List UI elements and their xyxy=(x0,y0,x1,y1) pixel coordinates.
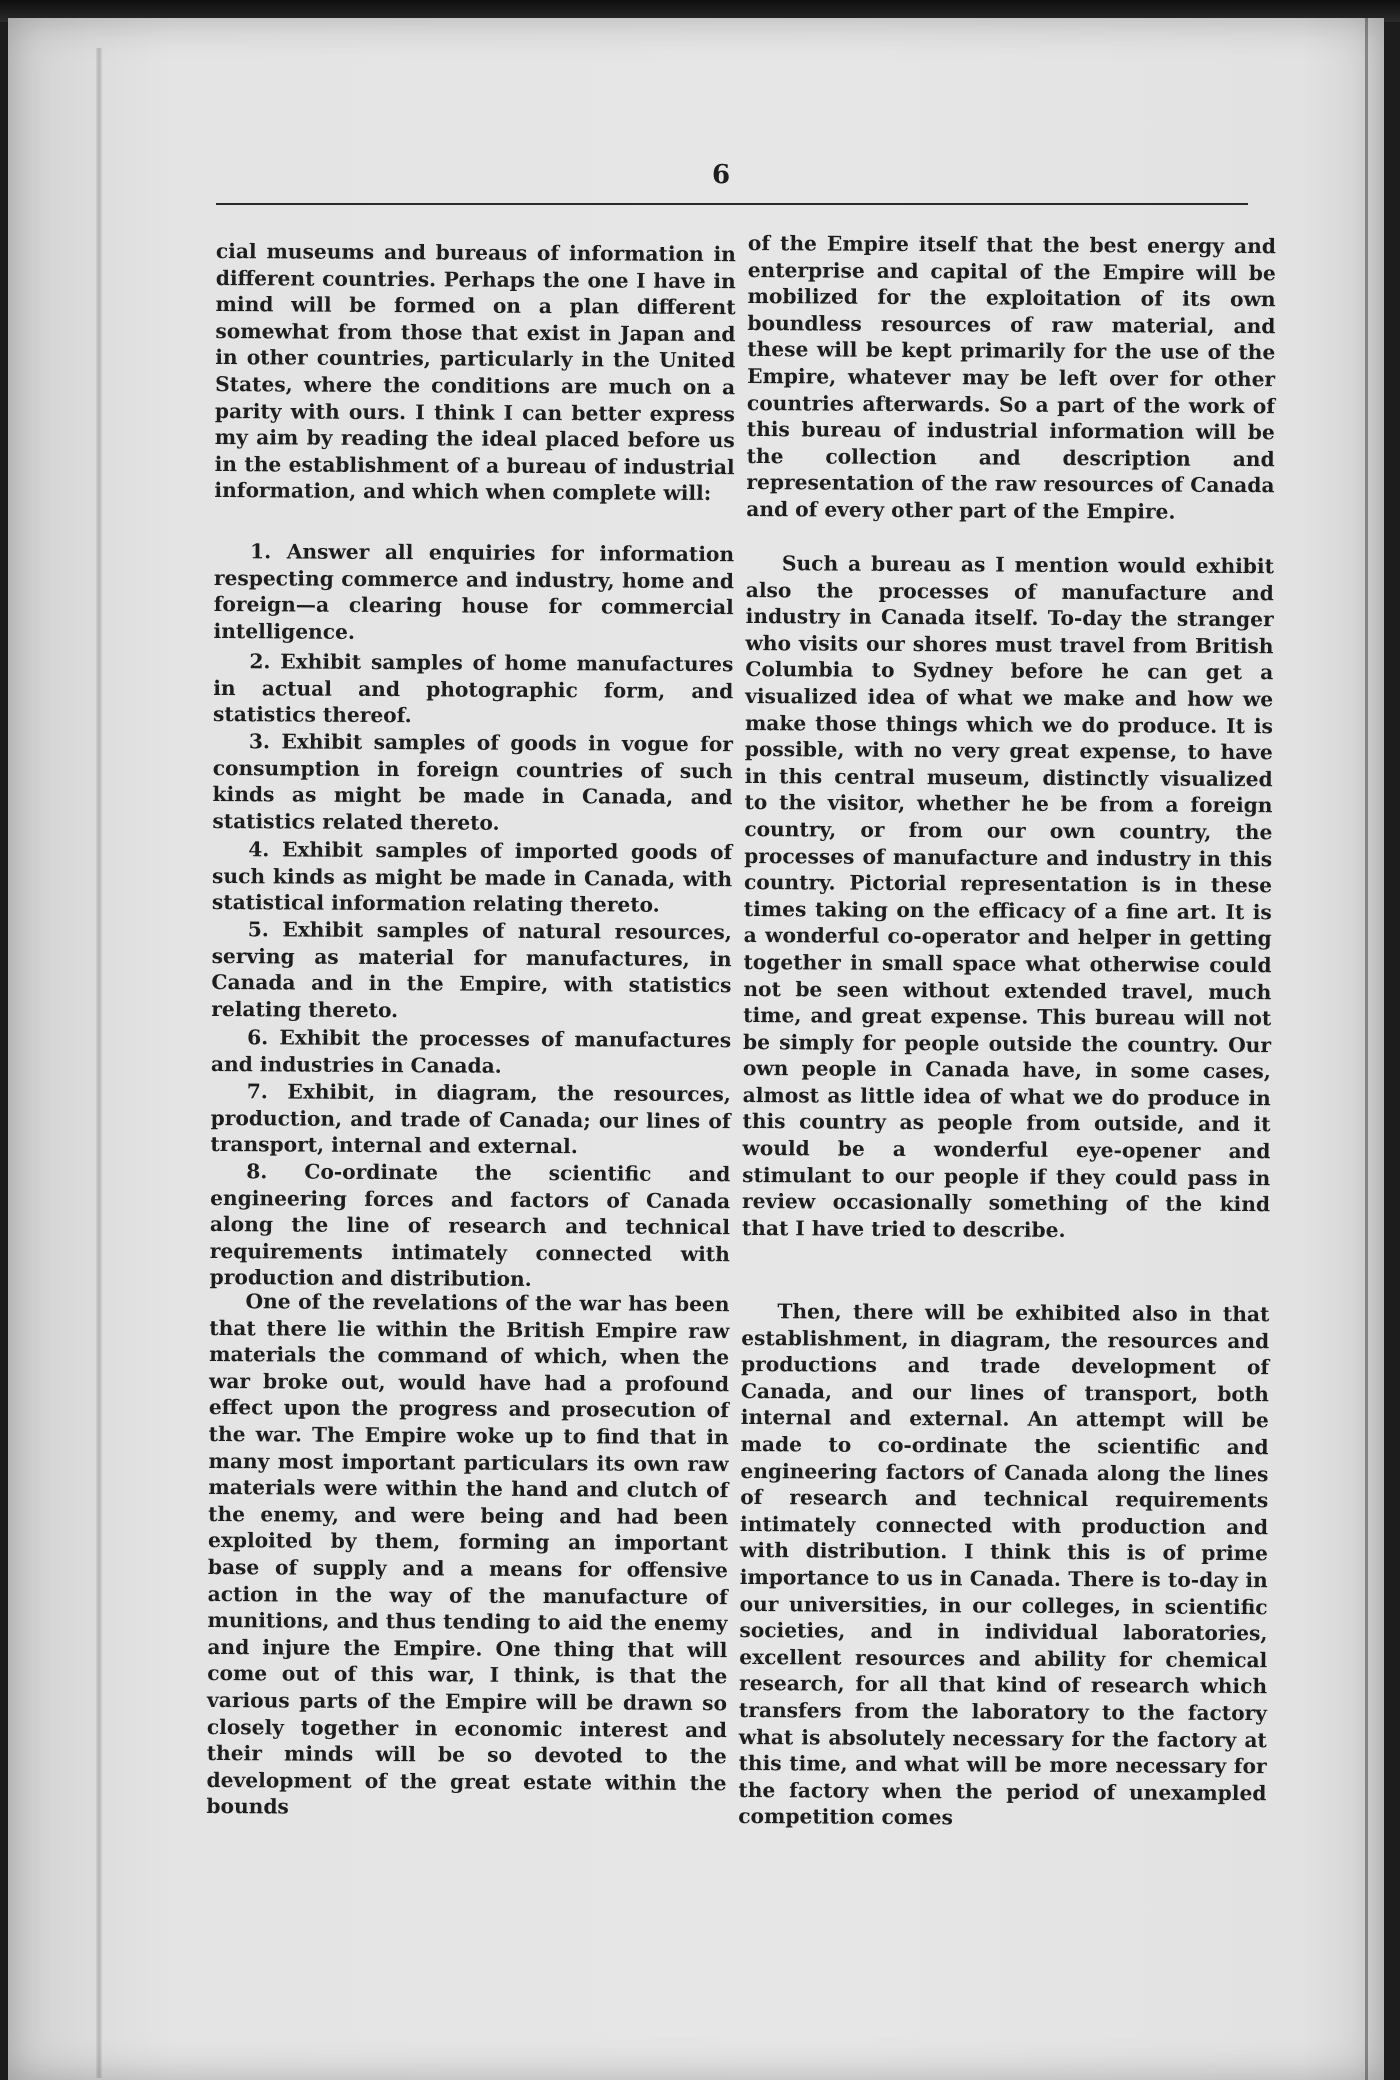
paragraph: Such a bureau as I mention would exhibit also the processes of manufacture and industry in Canada itself. To-day the stranger who visits our shores must travel from British Columbia to Sydney before he can get a visualized idea of what we make and how we make those things which we do produce. It is possible, with no very great expense, to have in this central museum, distinctly visualized to the visitor, whether he be from a foreign country, or from our own country, the processes of manufacture and industry in this country. Pictorial representation is in these times taking on the efficacy of a fine art. It is a wonderful co-operator and helper in getting together in small space what otherwise could not be seen without extended travel, much time, and great expense. This bureau will not be simply for people outside the country. Our own people in Canada have, in some cases, almost as little idea of what we do produce in this country as people from outside, and it would be a wonderful eye-opener and stimulant to our people if they could pass in review occasionally something of the kind that I have tried to describe. xyxy=(741,551,1275,1242)
left-column xyxy=(206,238,736,1821)
page-number: 6 xyxy=(712,160,731,190)
list-item: 3. Exhibit samples of goods in vogue for consumption in foreign countries of such kinds as might be made in Canada, and statistics related thereto. xyxy=(212,729,733,835)
list-item: 7. Exhibit, in diagram, the resources, production, and trade of Canada; our lines of transport, internal and external. xyxy=(210,1079,731,1159)
right-column xyxy=(738,230,1276,1831)
paragraph: Then, there will be exhibited also in that establishment, in diagram, the resources and productions and trade development of Canada, and our lines of transport, both internal and external. An attempt will be made to co-ordinate the scientific and engineering factors of Canada along the lines of research and technical requirements intimately connected with production and with distribution. I think this is of prime importance to us in Canada. There is to-day in our universities, in our colleges, in scientific societies, and in individual laboratories, excellent resources and ability for chemical research, for all that kind of research which transfers from the laboratory to the factory what is absolutely necessary for the factory at this time, and what will be more necessary for the factory when the period of unexampled competition comes xyxy=(738,1299,1270,1830)
binding-shadow xyxy=(96,48,102,2078)
list-item: 4. Exhibit samples of imported goods of such kinds as might be made in Canada, with statistical information relating thereto. xyxy=(211,837,733,917)
list-item: 5. Exhibit samples of natural resources, serving as material for manufactures, in Canada and in the Empire, with statistics relating thereto. xyxy=(211,917,732,1022)
list-item: 1. Answer all enquiries for information respecting commerce and industry, home and foreign—a clearing house for commercial intelligence. xyxy=(213,539,735,644)
header-rule xyxy=(216,203,1248,205)
list-item: 6. Exhibit the processes of manufactures and industries in Canada. xyxy=(210,1025,732,1078)
list-item: 2. Exhibit samples of home manufactures in actual and photographic form, and statistics thereof. xyxy=(213,649,734,728)
paragraph: cial museums and bureaus of information in different countries. Perhaps the one I have in mind will be formed on a plan different somewhat from those that exist in Japan and in other countries, particularly in the United States, where the conditions are much on a parity with ours. I think I can better express my aim by reading the ideal placed before us in the establishment of a bureau of industrial information, and which when complete will: xyxy=(214,238,736,506)
list-item: 8. Co-ordinate the scientific and engineering forces and factors of Canada along the line of research and technical requirements intimately connected with production and distribution. xyxy=(209,1159,731,1292)
paragraph: of the Empire itself that the best energy and enterprise and capital of the Empire will be mobilized for the exploitation of its own boundless resources of raw material, and these will be kept primarily for the use of the Empire, whatever may be left over for other countries afterwards. So a part of the work of this bureau of industrial information will be the collection and description and representation of the raw resources of Canada and of every other part of the Empire. xyxy=(746,230,1276,524)
paragraph: One of the revelations of the war has been that there lie within the British Empire raw materials the command of which, when the war broke out, would have had a profound effect upon the progress and prosecution of the war. The Empire woke up to find that in many most important particulars its own raw materials were within the hand and clutch of the enemy, and were being and had been exploited by them, forming an important base of supply and a means for offensive action in the way of the manufacture of munitions, and thus tending to aid the enemy and injure the Empire. One thing that will come out of this war, I think, is that the various parts of the Empire will be drawn so closely together in economic interest and their minds will be so devoted to the development of the great estate within the bounds xyxy=(206,1289,730,1819)
page-edge xyxy=(1365,18,1368,2080)
